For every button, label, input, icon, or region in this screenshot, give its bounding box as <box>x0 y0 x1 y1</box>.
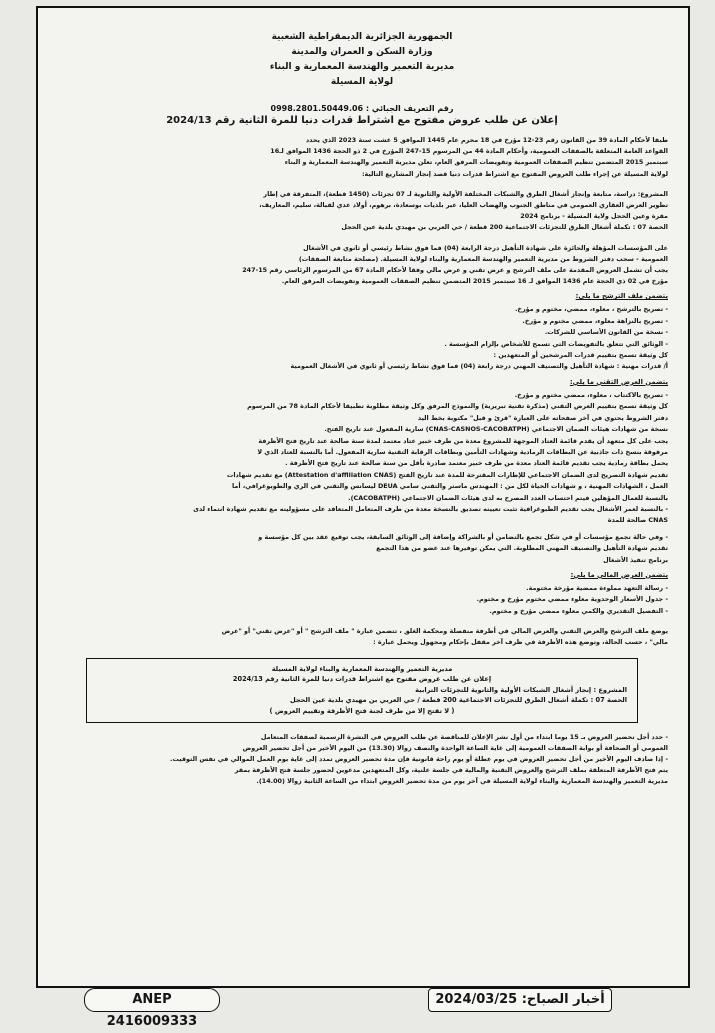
list-item: العمل ، الشهادات المهنية ، و شهادات الحياة لكل من : المهندس ماستر والتقني سامي DEUA ليسانس والتقني في الري والطوبوغرافي، أما <box>232 482 668 491</box>
list-item: مرفوقة بنسخ ذات جاذبية عن البطاقات الرمادية وشهادات التأمين وبطاقات الرقابة التقنية سارية المفعول. أما بالنسبة للعتاد الذي لا <box>257 447 668 456</box>
list-item: CNAS صالحة للمدة <box>607 516 668 525</box>
list-item: - نسخة من القانون الأساسي للشركات. <box>544 328 668 337</box>
list-item: - تصريح بالترشح ، معلوء، ممضي، مختوم و مؤرخ. <box>514 305 668 314</box>
closing-line: مديرية التعمير والهندسة المعمارية والبناء لولاية المسيلة في آخر يوم من مدة تحضير العروض ابتداء من الساعة الثانية زوالا (14.00). <box>256 777 668 786</box>
list-item: بالنسبة للعمال المؤهلين فيتم احتساب العدد المصرح به لدى هيئات الضمان الاجتماعي (CACOBATPH). <box>348 493 668 502</box>
list-item: أ/ قدرات مهنية : شهادة التأهيل والتصنيف المهني درجة رابعة (04) فما فوق نشاط رئيسي أو ثانوي في الأشغال العمومية <box>290 362 668 371</box>
list-item: تقديم شهادة التأهيل والتصنيف المهني المطلوبة. التي يمكن توفيرها عند عضو من هذا التجمع <box>376 544 668 553</box>
list-item: - جدول الأسعار الوحدوية معلوء ممضي مختوم مؤرخ و مختوم. <box>476 595 668 604</box>
list-item: - تصريح بالاكتتاب ، معلوء، ممضي مختوم و مؤرخ. <box>514 390 668 399</box>
list-item: برنامج تنفيذ الأشغال <box>603 555 668 564</box>
list-item: - الوثائق التي تتعلق بالتفويضات التي تسمح للأشخاص بإلزام المؤسسة . <box>444 339 668 348</box>
list-item: كل وثيقة تسمح بتقييم قدرات المرشحين أو المتعهدين : <box>493 351 668 360</box>
intro-line: طبقا لأحكام المادة 39 من القانون رقم 23-12 مؤرخ في 18 محرم عام 1445 الموافق 5 غشت سنة 2023 الذي يحدد <box>305 136 668 144</box>
eligibility-paragraph <box>56 243 668 288</box>
candidacy-heading: يتضمن ملف الترشح ما يلي: <box>575 292 668 301</box>
eligibility-line: مؤرخ في 02 ذي الحجة عام 1436 الموافق لـ 16 سبتمبر 2015 المتضمن تنظيم الصفقات العمومية وتفويضات المرفق العام. <box>281 277 668 286</box>
project-line: المشروع: دراسة، متابعة وإنجاز أشغال الطرق والشبكات المختلفة الأولية والثانوية لـ 07 تجزئات (1450 قطعة)، المتفرقة في إطار <box>263 189 668 198</box>
newspaper-name: أخبار الصباح: <box>521 992 605 1007</box>
tax-id: رقم التعريف الجبائي : 0998.2801.50449.06 <box>270 104 454 113</box>
box-line: إعلان عن طلب عروض مفتوح مع اشتراط قدرات دنيا للمرة الثانية رقم 2024/13 <box>232 675 492 684</box>
project-paragraph <box>56 189 668 234</box>
lot-line: الحصة 07 : تكملة أشغال الطرق للتجزئات الاجتماعية 200 قطعة / حي العربي بن مهيدي بلدية عين الحجل <box>341 223 668 232</box>
project-line: مقرة وعين الحجل ولاية المسيلة - برنامج 2024 <box>520 212 668 221</box>
list-item: يجب على كل متعهد أن يقدم قائمة العتاد الموجهة للمشروع معدة من طرف خبير عتاد معتمد لمدة سنة صالحة عند تاريخ فتح الأظرفة <box>258 436 668 445</box>
list-item: - رسالة التعهد مملوءة ممضية مؤرخة مختومة. <box>526 583 668 592</box>
header-wilaya: لولاية المسيلة <box>330 77 394 87</box>
box-line: مديرية التعمير والهندسة المعمارية والبناء لولاية المسيلة <box>271 664 453 673</box>
list-item: - تصريح بالنزاهة معلوء، ممضي مختوم و مؤرخ. <box>522 316 668 325</box>
list-item: - وفي حالة تجمع مؤسسات أو في شكل تجمع بالتضامن أو بالشراكة وإضافة إلى الوثائق السابقة، يجب توقيع عقد بين كل مؤسسة و <box>258 532 668 541</box>
candidacy-list <box>56 304 668 372</box>
closing-line: - حدد أجل تحضير العروض بـ 15 يوما ابتداء من أول نشر الإعلان للمناقصة عن طلب العروض في النشرة الرسمية لصفقات المتعامل <box>260 732 668 741</box>
closing-line: يتم فتح الأظرفة المتعلقة بملف الترشح والعروض التقنية والمالية في جلسة علنية، وكل المتعهدين مدعوين لحضور جلسة فتح الأظرفة بمقر <box>234 766 668 775</box>
list-item: يحمل بطاقة رمادية يجب تقديم قائمة العتاد معدة من طرف خبير معتمد صادرة بأقل من سنة صالحة عند تاريخ فتح الأظرفة . <box>285 459 668 468</box>
newspaper-announcement <box>36 6 690 988</box>
publication-stamp <box>428 988 612 1012</box>
closing-line: - إذا صادف اليوم الأخير من أجل تحضير العروض في يوم عطلة أو يوم راحة قانونية فإن مدة تحضير العروض تمدد إلى غاية يوم العمل الموالي في نفس التوقيت. <box>170 754 668 763</box>
closing-line: العمومي أو الصحافة أو بوابة الصفقات العمومية إلى غاية الساعة الواحدة والنصف زوالا (13.30) من اليوم الأخير من أجل تحضير العروض <box>242 743 668 752</box>
intro-line: سبتمبر 2015 المتضمن تنظيم الصفقات العمومية وتفويضات المرفق العام، تعلن مديرية التعمير والهندسة المعمارية و البناء <box>284 158 668 167</box>
header-republic: الجمهورية الجزائرية الديمقراطية الشعبية <box>271 32 453 42</box>
intro-line: القواعد العامة المتعلقة بالصفقات العمومية، وأحكام المادة 44 من المرسوم 15-247 المؤرخ في 2 ذو الحجة 1436 الموافق لـ16 <box>270 147 668 156</box>
box-line: ( لا تفتح إلا من طرف لجنة فتح الأظرفة وتقييم العروض ) <box>269 706 455 715</box>
list-item: تقديم شهادة التصريح لدى الضمان الاجتماعي للإطارات المقترحة للمدة عند تاريخ الفتح (Attestation d'affiliation CNAS) مع تقديم شهادات <box>226 470 668 479</box>
header-directorate: مديرية التعمير والهندسة المعمارية و البناء <box>269 62 455 72</box>
announcement-title: إعلان عن طلب عروض مفتوح مع اشتراط قدرات دنيا للمرة الثانية رقم 2024/13 <box>166 115 558 126</box>
project-line: تطوير العرض العقاري العمومي في مناطق الجنوب والهضاب العليا، عبر بلديات بوسعادة، برهوم، أولاد عدي لقبالة، سليم، المعاريف، <box>259 201 668 210</box>
eligibility-line: العمومية - سحب دفتر الشروط من مديرية التعمير والهندسة المعمارية والبناء لولاية المسيلة. (مصلحة متابعة الصفقات) <box>298 254 668 263</box>
issuer-header <box>56 30 668 90</box>
envelopes-line: مالي" ، حسب الحالة، وتوضع هذه الأظرفة في ظرف آخر مقفل بإحكام ومجهول ويحمل عبارة : <box>373 638 668 647</box>
publication-date: 2024/03/25 <box>435 992 518 1007</box>
technical-heading: يتضمن العرض التقني ما يلي: <box>569 377 668 386</box>
anep-reference-badge: ANEP 2416009333 <box>84 988 220 1012</box>
list-item: - التفصيل التقديري والكمي معلوء ممضي مؤرخ و مختوم. <box>489 606 668 615</box>
list-item: - بالنسبة لعمر الأشغال يجب تقديم الطبوغرافية تثبت تعيينه تصديق بالنسخة معدة من طرف المتعامل المتعاقد على مسؤوليته مع تقديم شهادة انتماء لدى <box>193 504 668 513</box>
intro-paragraph <box>56 135 668 180</box>
box-line: المشروع : إنجاز أشغال الشبكات الأولية والثانوية للتجزئات الترابية <box>415 685 627 694</box>
financial-heading: يتضمن العرض المالي ما يلي: <box>570 570 668 579</box>
eligibility-line: على المؤسسات المؤهلة والحائزة على شهادة التأهيل درجة الرابعة (04) فما فوق نشاط رئيسي أو ثانوي في الأشغال <box>303 243 668 252</box>
envelope-label-box <box>86 658 638 723</box>
list-item: نسخة من شهادات هيئات الضمان الاجتماعي (CNAS-CASNOS-CACOBATPH) سارية المفعول عند تاريخ الفتح. <box>324 425 668 434</box>
envelopes-line: يوضع ملف الترشح والعرض التقني والعرض المالي في أظرفة منفصلة ومحكمة الغلق ، تتضمن عبارة " ملف الترشح " أو "عرض تقني" أو "عرض <box>221 627 668 636</box>
box-line: الحصة 07 : تكملة أشغال الطرق للتجزئات الاجتماعية 200 قطعة / حي العربي بن مهيدي بلدية عين الحجل <box>290 696 627 705</box>
financial-list <box>56 583 668 617</box>
intro-line: لولاية المسيلة عن إجراء طلب العروض المفتوح مع اشتراط قدرات دنيا قصد إنجاز المشاريع التالية: <box>361 169 668 178</box>
envelopes-paragraph <box>56 626 668 648</box>
header-ministry: وزارة السكن و العمران والمدينة <box>291 47 433 57</box>
eligibility-line: يجب أن تشمل العروض المقدمة على ملف الترشح و عرض تقني و عرض مالي وفقا لأحكام المادة 67 من المرسوم الرئاسي رقم 15-247 <box>242 266 668 275</box>
list-item: دفتر الشروط يحتوي في آخر صفحاته على العبارة "قرئ و قبل" مكتوبة بخط اليد <box>417 413 668 422</box>
list-item: كل وثيقة تسمح بتقييم العرض التقني (مذكرة تقنية تبريرية) والنموذج المرفق وكل وثيقة مطلوبة تطبيقا لأحكام المادة 78 من المرسوم <box>247 402 668 411</box>
technical-list <box>56 390 668 566</box>
closing-paragraph <box>56 732 668 788</box>
